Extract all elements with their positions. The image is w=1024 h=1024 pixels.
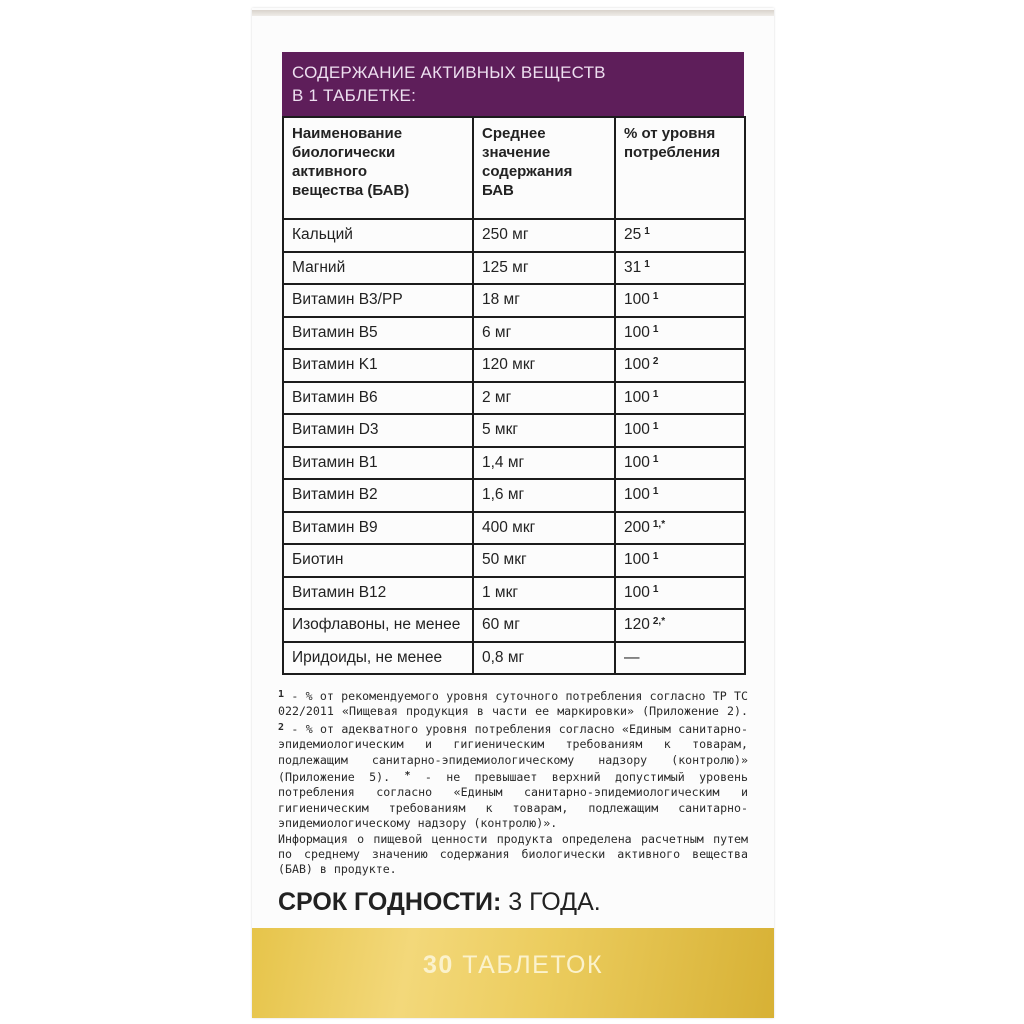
header-percent-intake: % от уровня потребления bbox=[615, 117, 745, 219]
amount-cell bbox=[473, 544, 615, 577]
substance-name-cell-text: Витамин B1 bbox=[292, 453, 378, 471]
amount-cell bbox=[473, 642, 615, 675]
substance-name-cell bbox=[283, 284, 473, 317]
active-substances-table bbox=[282, 116, 746, 675]
amount-cell-text: 6 мг bbox=[482, 323, 512, 341]
footnote-ref: 1 bbox=[652, 453, 659, 465]
substance-name-cell-text: Витамин D3 bbox=[292, 421, 379, 439]
table-row bbox=[283, 219, 745, 252]
percent-cell-text: 100 bbox=[624, 551, 650, 569]
substance-name-cell-text: Витамин B2 bbox=[292, 486, 378, 504]
footnote-mark-3: * bbox=[404, 770, 411, 782]
substance-name-cell bbox=[283, 577, 473, 610]
substance-name-cell bbox=[283, 642, 473, 675]
banner-line-1: СОДЕРЖАНИЕ АКТИВНЫХ ВЕЩЕСТВ bbox=[292, 63, 606, 82]
table-row bbox=[283, 512, 745, 545]
substance-name-cell bbox=[283, 447, 473, 480]
table-row bbox=[283, 382, 745, 415]
active-substances-banner bbox=[282, 52, 744, 117]
table-row bbox=[283, 609, 745, 642]
percent-cell-text: 120 bbox=[624, 616, 650, 634]
footnote-ref: 1 bbox=[652, 486, 659, 498]
substance-name-cell-text: Витамин B3/PP bbox=[292, 291, 403, 309]
table-row bbox=[283, 317, 745, 350]
amount-cell-text: 60 мг bbox=[482, 616, 520, 634]
table-header-row bbox=[283, 117, 745, 219]
table-row bbox=[283, 252, 745, 285]
amount-cell bbox=[473, 577, 615, 610]
percent-cell bbox=[615, 317, 745, 350]
footnote-ref: 1 bbox=[652, 323, 659, 335]
amount-cell-text: 120 мкг bbox=[482, 356, 536, 374]
substance-name-cell-text: Витамин B5 bbox=[292, 323, 378, 341]
substance-name-cell-text: Витамин B12 bbox=[292, 583, 387, 601]
amount-cell bbox=[473, 447, 615, 480]
footnote-ref: 1 bbox=[652, 388, 659, 400]
amount-cell-text: 5 мкг bbox=[482, 421, 519, 439]
amount-cell bbox=[473, 479, 615, 512]
amount-cell-text: 18 мг bbox=[482, 291, 520, 309]
shelf-life-value: 3 ГОДА. bbox=[501, 888, 601, 916]
amount-cell bbox=[473, 284, 615, 317]
tablet-count-number: 30 bbox=[422, 951, 454, 979]
banner-line-2: В 1 ТАБЛЕТКЕ: bbox=[292, 86, 416, 105]
percent-cell-text: 100 bbox=[624, 356, 650, 374]
percent-cell bbox=[615, 382, 745, 415]
footnote-ref: 2,* bbox=[652, 616, 666, 628]
percent-cell bbox=[615, 447, 745, 480]
nutrition-info-note: Информация о пищевой ценности продукта определена расчетным путем по среднему значению содержания биологически активного вещества (БАВ) в продукте. bbox=[278, 831, 748, 877]
substance-name-cell bbox=[283, 252, 473, 285]
amount-cell bbox=[473, 349, 615, 382]
percent-cell-text: 100 bbox=[624, 388, 650, 406]
table-row bbox=[283, 414, 745, 447]
amount-cell bbox=[473, 609, 615, 642]
footnote-ref: 1,* bbox=[652, 518, 666, 530]
percent-cell-text: 31 bbox=[624, 258, 642, 276]
header-substance-name: Наименование биологически активного вещества (БАВ) bbox=[283, 117, 473, 219]
amount-cell-text: 1,4 мг bbox=[482, 453, 525, 471]
percent-cell bbox=[615, 577, 745, 610]
substance-name-cell-text: Витамин K1 bbox=[292, 356, 378, 374]
substance-name-cell bbox=[283, 479, 473, 512]
footnote-mark-1: 1 bbox=[278, 689, 285, 700]
amount-cell-text: 1 мкг bbox=[482, 583, 519, 601]
amount-cell-text: 0,8 мг bbox=[482, 648, 525, 666]
table-row bbox=[283, 284, 745, 317]
table-row bbox=[283, 349, 745, 382]
amount-cell bbox=[473, 414, 615, 447]
substance-name-cell-text: Иридоиды, не менее bbox=[292, 648, 443, 666]
amount-cell bbox=[473, 219, 615, 252]
substance-name-cell bbox=[283, 382, 473, 415]
percent-cell bbox=[615, 349, 745, 382]
footnote-ref: 1 bbox=[652, 421, 659, 433]
table-row bbox=[283, 642, 745, 675]
substance-name-cell bbox=[283, 219, 473, 252]
amount-cell bbox=[473, 512, 615, 545]
percent-cell-text: 100 bbox=[624, 421, 650, 439]
percent-cell bbox=[615, 479, 745, 512]
amount-cell bbox=[473, 252, 615, 285]
amount-cell-text: 50 мкг bbox=[482, 551, 527, 569]
footnote-text-3: - не превышает верхний допустимый уровень потребления согласно «Единым санитарно-эпидемиологическим и гигиеническим требованиям к товарам, подлежащим санитарно-эпидемиологическому надзору (контролю)». bbox=[278, 770, 748, 831]
percent-cell bbox=[615, 284, 745, 317]
footnote-ref: 1 bbox=[644, 258, 650, 270]
amount-cell-text: 400 мкг bbox=[482, 518, 536, 536]
footnote-ref: 1 bbox=[644, 226, 650, 238]
footnote-ref: 1 bbox=[652, 291, 659, 303]
top-edge-band bbox=[252, 10, 774, 16]
footnote-mark-2: 2 bbox=[278, 721, 285, 733]
substance-name-cell-text: Кальций bbox=[292, 226, 353, 244]
substance-name-cell bbox=[283, 609, 473, 642]
tablet-count-label: ТАБЛЕТОК bbox=[453, 951, 604, 979]
table-row bbox=[283, 479, 745, 512]
substance-name-cell bbox=[283, 544, 473, 577]
percent-cell bbox=[615, 219, 745, 252]
amount-cell-text: 250 мг bbox=[482, 226, 529, 244]
header-average-content: Среднее значение содержания БАВ bbox=[473, 117, 615, 219]
substance-name-cell bbox=[283, 317, 473, 350]
footnote-ref: 2 bbox=[652, 356, 659, 368]
footnote-ref: 1 bbox=[652, 583, 659, 595]
gold-footer-band bbox=[252, 928, 774, 1018]
percent-cell-text: 100 bbox=[624, 583, 650, 601]
substance-name-cell-text: Биотин bbox=[292, 551, 344, 569]
tablet-count bbox=[252, 951, 774, 980]
table-row bbox=[283, 447, 745, 480]
percent-cell-text: 100 bbox=[624, 453, 650, 471]
percent-cell-text: 100 bbox=[624, 291, 650, 309]
substance-name-cell-text: Витамин B9 bbox=[292, 518, 378, 536]
table-row bbox=[283, 544, 745, 577]
percent-cell-text: 100 bbox=[624, 486, 650, 504]
shelf-life bbox=[278, 888, 601, 917]
amount-cell bbox=[473, 382, 615, 415]
percent-cell-text: 100 bbox=[624, 323, 650, 341]
percent-cell bbox=[615, 252, 745, 285]
shelf-life-label: СРОК ГОДНОСТИ: bbox=[278, 888, 502, 916]
percent-cell-text: 25 bbox=[624, 226, 642, 244]
percent-cell-text: 200 bbox=[624, 518, 650, 536]
amount-cell-text: 1,6 мг bbox=[482, 486, 525, 504]
percent-cell bbox=[615, 609, 745, 642]
footnotes bbox=[278, 687, 748, 878]
substance-name-cell-text: Магний bbox=[292, 258, 346, 276]
footnote-text-2: - % от адекватного уровня потребления согласно «Единым санитарно-эпидемиологическим и гигиеническим требованиям к товарам, подлежащим санитарно-эпидемиологическому надзору (контролю)» (Приложение 5). bbox=[278, 721, 748, 785]
percent-cell bbox=[615, 512, 745, 545]
substance-name-cell-text: Изофлавоны, не менее bbox=[292, 616, 461, 634]
substance-name-cell-text: Витамин B6 bbox=[292, 388, 378, 406]
amount-cell bbox=[473, 317, 615, 350]
amount-cell-text: 2 мг bbox=[482, 388, 512, 406]
percent-cell bbox=[615, 544, 745, 577]
footnote-text-1: - % от рекомендуемого уровня суточного потребления согласно ТР ТС 022/2011 «Пищевая продукция в части ее маркировки» (Приложение 2). bbox=[278, 689, 748, 719]
percent-cell-text: — bbox=[624, 648, 640, 666]
footnote-ref: 1 bbox=[652, 551, 659, 563]
amount-cell-text: 125 мг bbox=[482, 258, 529, 276]
table-row bbox=[283, 577, 745, 610]
percent-cell bbox=[615, 414, 745, 447]
substance-name-cell bbox=[283, 349, 473, 382]
substance-name-cell bbox=[283, 512, 473, 545]
percent-cell bbox=[615, 642, 745, 675]
substance-name-cell bbox=[283, 414, 473, 447]
